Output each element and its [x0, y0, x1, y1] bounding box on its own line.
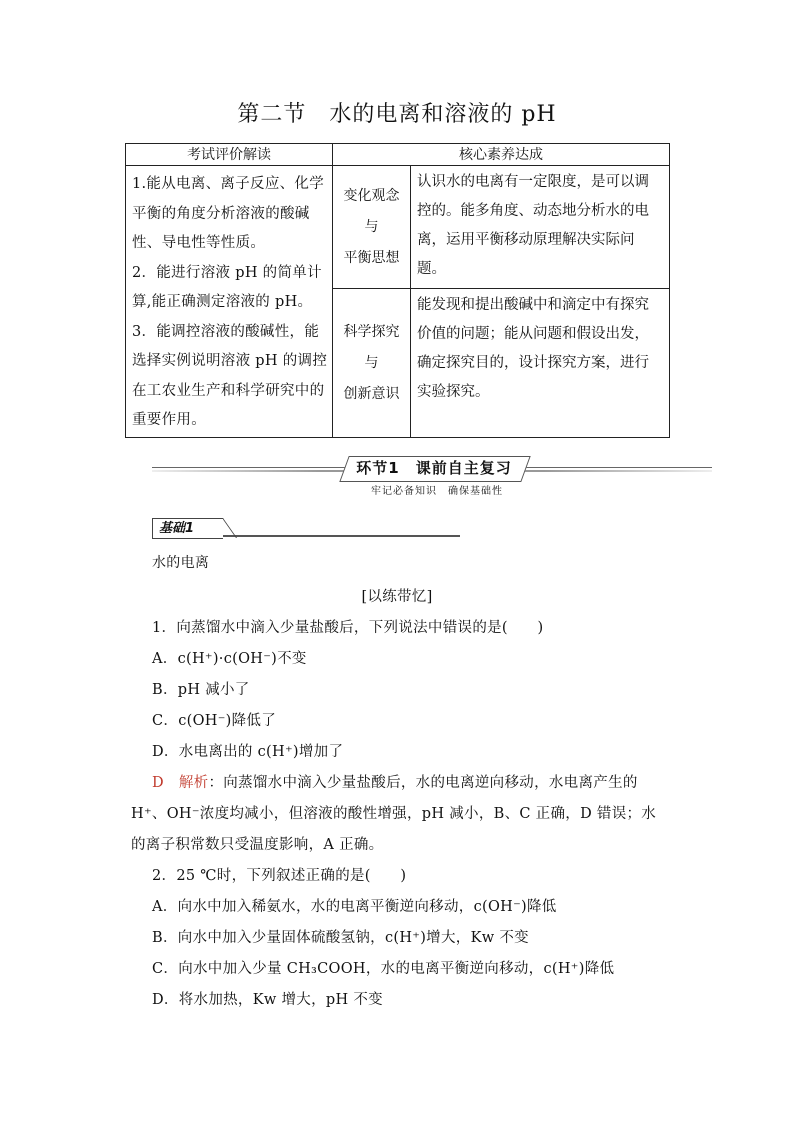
question-1-answer: D: [152, 775, 164, 791]
question-2-option-b: B．向水中加入少量固体硫酸氢钠，c(H⁺)增大，Kw 不变: [152, 930, 529, 946]
question-1-stem: 1．向蒸馏水中滴入少量盐酸后，下列说法中错误的是( ): [152, 620, 544, 636]
practice-label: [以练带忆]: [361, 589, 433, 605]
literacy-category: 变化观念 与 平衡思想: [333, 166, 411, 289]
evaluation-item: 1.能从电离、离子反应、化学平衡的角度分析溶液的酸碱性、导电性等性质。: [132, 176, 325, 251]
question-2-option-a: A．向水中加入稀氨水，水的电离平衡逆向移动，c(OH⁻)降低: [152, 899, 557, 915]
banner-title: 环节1 课前自主复习: [356, 459, 512, 477]
question-1-analysis: [152, 771, 638, 792]
question-2-option-d: D．将水加热，Kw 增大，pH 不变: [152, 992, 383, 1008]
evaluation-item: 3．能调控溶液的酸碱性，能选择实例说明溶液 pH 的调控在工农业生产和科学研究中的重要作用。: [132, 323, 328, 428]
base-tag-label: 基础1: [152, 518, 223, 539]
analysis-text: 的离子积常数只受温度影响，A 正确。: [131, 837, 384, 853]
evaluation-item: 2．能进行溶液 pH 的简单计算,能正确测定溶液的 pH。: [132, 264, 322, 310]
literacy-category: 科学探究 与 创新意识: [333, 289, 411, 438]
analysis-text: H⁺、OH⁻浓度均减小，但溶液的酸性增强，pH 减小，B、C 正确，D 错误；水: [131, 806, 657, 822]
evaluation-cell: [126, 166, 333, 438]
question-1-option-c: C．c(OH⁻)降低了: [152, 713, 277, 729]
question-2-option-c: C．向水中加入少量 CH₃COOH，水的电离平衡逆向移动，c(H⁺)降低: [152, 961, 615, 977]
question-1-option-d: D．水电离出的 c(H⁺)增加了: [152, 744, 344, 760]
analysis-text: ：向蒸馏水中滴入少量盐酸后，水的电离逆向移动，水电离产生的: [208, 775, 638, 791]
objectives-table: [125, 143, 670, 438]
table-header-left: 考试评价解读: [126, 144, 333, 166]
literacy-description: 认识水的电离有一定限度，是可以调控的。能多角度、动态地分析水的电离，运用平衡移动原理解决实际问题。: [411, 166, 670, 289]
analysis-label: 解析: [178, 775, 209, 791]
question-1-option-b: B．pH 减小了: [152, 682, 250, 698]
question-2-stem: 2．25 ℃时，下列叙述正确的是( ): [152, 868, 407, 884]
question-1-option-a: A．c(H⁺)·c(OH⁻)不变: [152, 651, 307, 667]
banner-subtitle: 牢记必备知识 确保基础性: [371, 486, 503, 497]
literacy-description: 能发现和提出酸碱中和滴定中有探究价值的问题；能从问题和假设出发，确定探究目的，设计探究方案，进行实验探究。: [411, 289, 670, 438]
page-title: 第二节 水的电离和溶液的 pH: [237, 102, 557, 127]
table-header-right: 核心素养达成: [333, 144, 670, 166]
section-banner: [152, 454, 712, 497]
subheading: 水的电离: [152, 555, 210, 571]
base-tag: [152, 518, 460, 538]
